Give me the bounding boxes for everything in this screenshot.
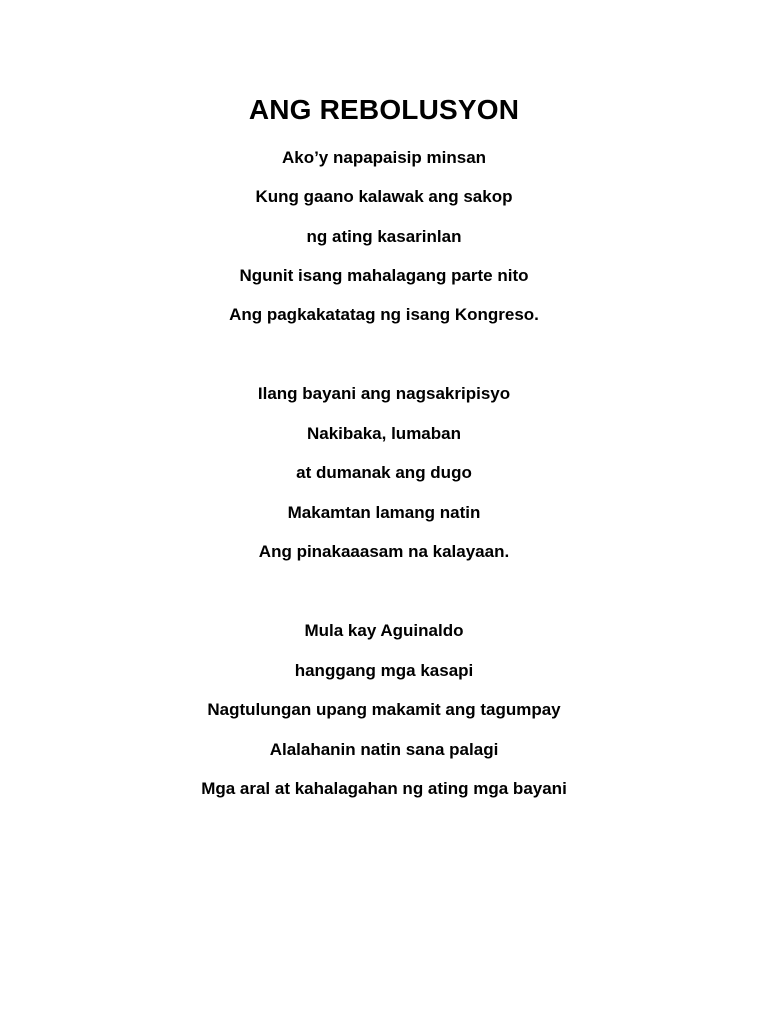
- poem-line: Nagtulungan upang makamit ang tagumpay: [207, 700, 561, 719]
- poem-line: hanggang mga kasapi: [294, 661, 474, 680]
- poem-line: ng ating kasarinlan: [306, 227, 462, 246]
- poem-line: Makamtan lamang natin: [287, 503, 481, 522]
- poem-line: Ang pagkakatatag ng isang Kongreso.: [229, 305, 539, 324]
- poem-line: Ilang bayani ang nagsakripisyo: [257, 384, 511, 403]
- poem-line: Ako’y napapaisip minsan: [281, 148, 487, 167]
- poem-line: Alalahanin natin sana palagi: [269, 740, 499, 759]
- poem-line: Mula kay Aguinaldo: [304, 621, 464, 640]
- poem-line: Nakibaka, lumaban: [306, 424, 461, 443]
- poem-title: ANG REBOLUSYON: [248, 94, 520, 125]
- poem-line: Ang pinakaaasam na kalayaan.: [258, 542, 510, 561]
- poem-line: Ngunit isang mahalagang parte nito: [239, 266, 529, 285]
- poem-line: at dumanak ang dugo: [296, 463, 472, 482]
- poem-line: Kung gaano kalawak ang sakop: [255, 187, 513, 206]
- poem-line: Mga aral at kahalagahan ng ating mga bayani: [201, 779, 567, 798]
